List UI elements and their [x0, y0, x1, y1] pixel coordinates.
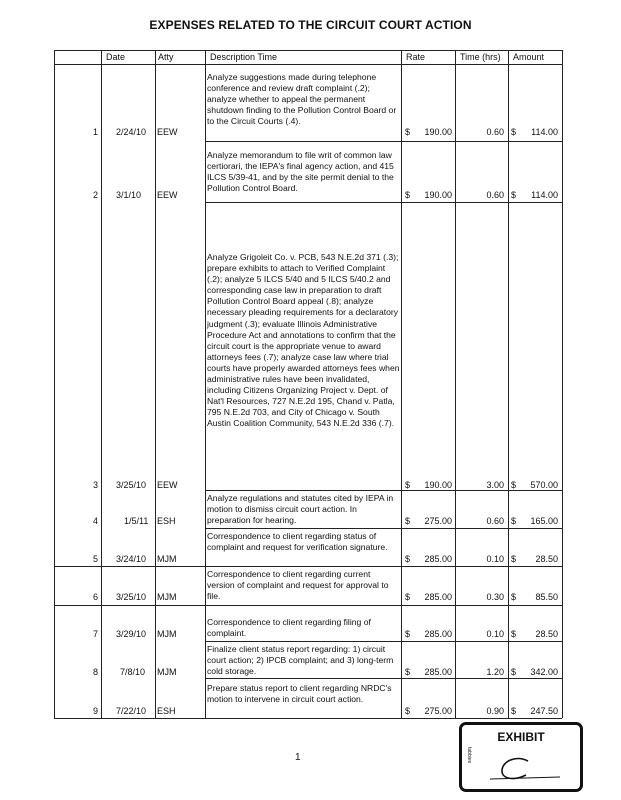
- col-border: [455, 50, 456, 718]
- row-rate-currency: $: [405, 592, 411, 602]
- row-rate: 275.00: [424, 706, 452, 716]
- row-time: 3.00: [486, 480, 504, 490]
- col-border: [155, 50, 156, 718]
- row-time: 0.90: [486, 706, 504, 716]
- row-date: 7/8/10: [120, 667, 146, 677]
- row-description: Analyze memorandum to file writ of common law certiorari, the IEPA's final agency action, and 415 ILCS 5/39-41, and by the site permit denial to the Pollution Control Board.: [207, 150, 394, 194]
- page-number: 1: [295, 752, 301, 763]
- col-border: [205, 50, 206, 718]
- col-header-atty: Atty: [158, 52, 174, 62]
- row-amount-currency: $: [511, 629, 517, 639]
- row-atty: EEW: [157, 190, 178, 200]
- row-time: 0.60: [486, 516, 504, 526]
- row-number: 7: [92, 629, 98, 639]
- row-rate: 190.00: [424, 127, 452, 137]
- col-header-description: Description Time: [210, 52, 278, 62]
- col-border: [401, 50, 402, 718]
- row-description: Correspondence to client regarding filing of complaint.: [207, 617, 371, 639]
- row-amount-currency: $: [511, 480, 517, 490]
- row-number: 6: [92, 592, 98, 602]
- exhibit-handwritten-letter: [462, 725, 580, 789]
- row-description: Analyze suggestions made during telephone conference and review draft complaint (.2); analyze whether to appeal the permanent shutdown finding to the Pollution Control Board or to the Circuit Courts (.4).: [207, 72, 397, 127]
- row-description: Correspondence to client regarding status of complaint and request for verification signature.: [207, 531, 388, 553]
- exhibit-label: EXHIBIT: [497, 730, 545, 744]
- row-rate: 190.00: [424, 480, 452, 490]
- col-border: [54, 50, 55, 718]
- row-divider: [54, 605, 562, 606]
- row-amount: 342.00: [530, 667, 558, 677]
- row-divider: [54, 566, 562, 567]
- row-amount-currency: $: [511, 190, 517, 200]
- row-description: Analyze regulations and statutes cited by IEPA in motion to dismiss circuit court action. In preparation for hearing.: [207, 493, 394, 526]
- row-rate-currency: $: [405, 706, 411, 716]
- row-rate: 285.00: [424, 554, 452, 564]
- row-amount: 247.50: [530, 706, 558, 716]
- row-amount: 28.50: [535, 629, 558, 639]
- row-amount: 28.50: [535, 554, 558, 564]
- row-number: 3: [92, 480, 98, 490]
- row-amount-currency: $: [511, 706, 517, 716]
- row-atty: MJM: [157, 629, 177, 639]
- row-atty: EEW: [157, 480, 178, 490]
- row-amount: 85.50: [535, 592, 558, 602]
- exhibit-sticker: [459, 722, 583, 792]
- row-amount-currency: $: [511, 592, 517, 602]
- row-rate-currency: $: [405, 629, 411, 639]
- row-time: 0.10: [486, 629, 504, 639]
- row-rate: 285.00: [424, 667, 452, 677]
- row-date: 7/22/10: [116, 706, 147, 716]
- row-rate-currency: $: [405, 554, 411, 564]
- row-amount-currency: $: [511, 667, 517, 677]
- row-atty: EEW: [157, 127, 178, 137]
- table-top-border: [54, 50, 562, 51]
- row-atty: MJM: [157, 667, 177, 677]
- row-amount: 165.00: [530, 516, 558, 526]
- row-date: 3/24/10: [116, 554, 147, 564]
- row-atty: MJM: [157, 554, 177, 564]
- row-rate-currency: $: [405, 127, 411, 137]
- row-date: 3/29/10: [116, 629, 147, 639]
- row-time: 0.30: [486, 592, 504, 602]
- col-header-time: Time (hrs): [460, 52, 501, 62]
- row-description: Analyze Grigoleit Co. v. PCB, 543 N.E.2d 371 (.3); prepare exhibits to attach to Verified Complaint (.2); analyze 5 ILCS 5/40 and 5 ILCS 5/40.2 and corresponding case law in preparation to draft Pollution Control Board appeal (.8); analyze necessary pleading requirements for a declaratory judgment (.3); evaluate Illinois Administrative Procedure Act and annotations to confirm that the circuit court is the appropriate venue to award attorneys fees (.7); analyze case law where trial courts have properly awarded attorneys fees when administrative rules have been invalidated, including Citizens Organizing Project v. Dept. of Nat'l Resources, 727 N.E.2d 195, Chand v. Patla, 795 N.E.2d 703, and City of Chicago v. South Austin Coalition Community, 543 N.E.2d 336 (.7).: [207, 252, 400, 429]
- col-header-amount: Amount: [513, 52, 545, 62]
- row-rate: 285.00: [424, 629, 452, 639]
- row-description: Prepare status report to client regarding NRDC's motion to intervene in circuit court action.: [207, 683, 392, 705]
- row-number: 9: [92, 706, 98, 716]
- row-number: 1: [92, 127, 98, 137]
- row-rate-currency: $: [405, 516, 411, 526]
- row-number: 2: [92, 190, 98, 200]
- row-rate: 275.00: [424, 516, 452, 526]
- row-amount: 114.00: [531, 190, 558, 200]
- row-number: 8: [92, 667, 98, 677]
- row-time: 0.10: [486, 554, 504, 564]
- col-border: [562, 50, 563, 718]
- row-amount: 114.00: [531, 127, 558, 137]
- row-description: Finalize client status report regarding: 1) circuit court action; 2) IPCB complaint; and 3) long-term cold storage.: [207, 644, 394, 677]
- row-rate-currency: $: [405, 190, 411, 200]
- row-date: 2/24/10: [116, 127, 147, 137]
- col-border: [508, 50, 509, 718]
- header-bottom-border: [54, 64, 562, 65]
- row-time: 0.60: [486, 190, 504, 200]
- row-time: 0.60: [486, 127, 504, 137]
- row-date: 3/1/10: [116, 190, 142, 200]
- row-date: 1/5/11: [124, 516, 149, 526]
- row-amount-currency: $: [511, 554, 517, 564]
- table-bottom-border: [54, 718, 562, 719]
- row-atty: ESH: [157, 516, 176, 526]
- row-amount-currency: $: [511, 127, 517, 137]
- row-time: 1.20: [486, 667, 504, 677]
- row-rate: 190.00: [424, 190, 452, 200]
- row-rate-currency: $: [405, 667, 411, 677]
- row-date: 3/25/10: [116, 480, 147, 490]
- row-date: 3/25/10: [116, 592, 147, 602]
- row-atty: ESH: [157, 706, 176, 716]
- row-amount-currency: $: [511, 516, 517, 526]
- row-rate-currency: $: [405, 480, 411, 490]
- row-description: Correspondence to client regarding current version of complaint and request for approval to file.: [207, 569, 389, 602]
- col-border: [101, 50, 102, 718]
- row-amount: 570.00: [530, 480, 558, 490]
- exhibit-side-text: tabbies: [466, 747, 472, 764]
- col-header-rate: Rate: [406, 52, 426, 62]
- row-number: 5: [92, 554, 98, 564]
- row-atty: MJM: [157, 592, 177, 602]
- document-title: EXPENSES RELATED TO THE CIRCUIT COURT ACTION: [149, 18, 472, 32]
- row-number: 4: [92, 516, 98, 526]
- row-rate: 285.00: [424, 592, 452, 602]
- col-header-date: Date: [106, 52, 126, 62]
